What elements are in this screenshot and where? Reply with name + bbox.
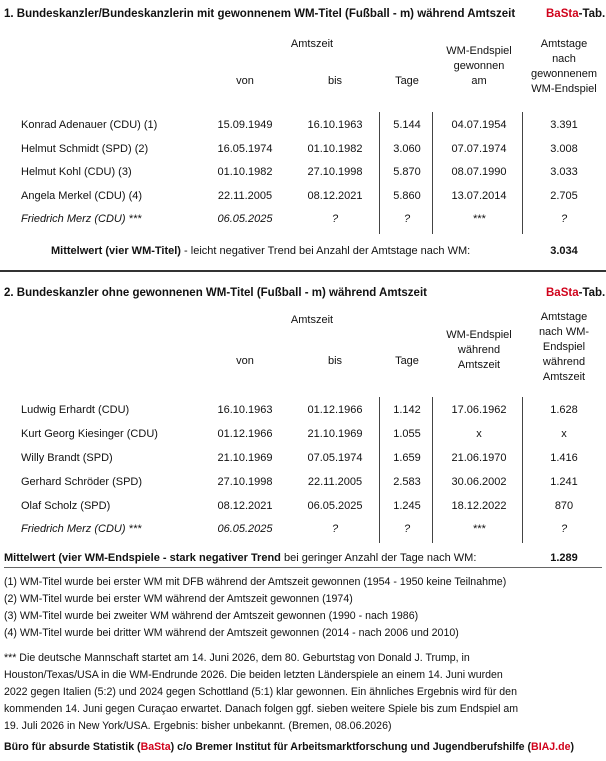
footnote-1: (1) WM-Titel wurde bei erster WM mit DFB während der Amtszeit gewonnen (1954 - 1950 keine Teilnahme)	[4, 576, 507, 588]
section2-tag	[546, 287, 605, 299]
row-name: Angela Merkel (CDU) (4)	[21, 190, 143, 202]
row-von: 16.10.1963	[217, 404, 273, 416]
row-name: Olaf Scholz (SPD)	[21, 500, 111, 512]
row-bis: 01.12.1966	[307, 404, 363, 416]
row-bis: ?	[331, 213, 339, 225]
s1-header-amtszeit: Amtszeit	[290, 38, 334, 50]
footer-biaj-link: BIAJ.de	[531, 741, 571, 753]
section1-tag	[546, 8, 605, 20]
row-von: 27.10.1998	[217, 476, 273, 488]
row-wm: ***	[472, 213, 486, 225]
row-tage: 2.583	[393, 476, 421, 488]
s2-summary-value: 1.289	[550, 552, 578, 564]
row-von: 16.05.1974	[217, 143, 273, 155]
section2-title: 2. Bundeskanzler ohne gewonnenen WM-Titel (Fußball - m) während Amtszeit	[4, 287, 427, 299]
footnote-4: (4) WM-Titel wurde bei dritter WM während der Amtszeit gewonnen (2014 - nach 2006 und 2010)	[4, 627, 459, 639]
row-wm: 07.07.1974	[451, 143, 507, 155]
row-wm: 21.06.1970	[451, 452, 507, 464]
row-name: Gerhard Schröder (SPD)	[21, 476, 143, 488]
row-nach: 2.705	[550, 190, 578, 202]
row-nach: 1.416	[550, 452, 578, 464]
row-wm: 18.12.2022	[451, 500, 507, 512]
s2-summary-text: Mittelwert (vier WM-Endspiele - stark negativer Trend bei geringer Anzahl der Tage nach WM:	[4, 552, 477, 564]
footer-credit: Büro für absurde Statistik (BaSta) c/o Bremer Institut für Arbeitsmarktforschung und Jugendberufshilfe (BIAJ.de)	[4, 741, 575, 753]
row-tage: ?	[403, 523, 411, 535]
row-von: 08.12.2021	[217, 500, 273, 512]
s1-header-wm: WM-Endspiel gewonnen am	[446, 45, 512, 87]
s1-header-bis: bis	[327, 75, 343, 87]
row-name: Kurt Georg Kiesinger (CDU)	[21, 428, 158, 440]
row-bis: 16.10.1963	[307, 119, 363, 131]
row-nach: ?	[560, 523, 568, 535]
row-name: Friedrich Merz (CDU) ***	[21, 213, 142, 225]
note-paragraph: *** Die deutsche Mannschaft startet am 14. Juni 2026, dem 80. Geburtstag von Donald J. Trump, in Houston/Texas/USA in die WM-Endrunde 2026. Die beiden letzten Länderspiele an einem 14. Juni wurden 2022 gegen Italien (5:2) und 2024 gegen Schottland (5:1) klar gewonnen. Ein ähnliches Ergebnis wird für den kommenden 14. Juni gegen Curaçao erwartet. Danach folgen ggf. sieben weitere Spiele bis zum Endspiel am 19. Juli 2026 in New York/USA. Ergebnis: bisher unbekannt. (Bremen, 08.06.2026)	[4, 652, 519, 732]
row-von: 06.05.2025	[217, 213, 273, 225]
row-bis: 21.10.1969	[307, 428, 363, 440]
row-bis: 22.11.2005	[307, 476, 363, 488]
row-name: Ludwig Erhardt (CDU)	[21, 404, 130, 416]
row-tage: 1.055	[393, 428, 421, 440]
row-name: Helmut Kohl (CDU) (3)	[21, 166, 132, 178]
row-name: Friedrich Merz (CDU) ***	[21, 523, 142, 535]
row-nach: 1.241	[550, 476, 578, 488]
row-nach: 3.008	[550, 143, 578, 155]
section1-tag-suffix: -Tab.	[578, 8, 606, 20]
row-tage: 1.142	[393, 404, 421, 416]
s1-summary-text: Mittelwert (vier WM-Titel) - leicht negativer Trend bei Anzahl der Amtstage nach WM:	[51, 245, 471, 257]
row-wm: 30.06.2002	[451, 476, 507, 488]
s2-divider-3	[522, 397, 523, 543]
row-nach: ?	[560, 213, 568, 225]
row-von: 22.11.2005	[217, 190, 273, 202]
row-von: 01.12.1966	[217, 428, 273, 440]
row-von: 06.05.2025	[217, 523, 273, 535]
footer-basta: BaSta	[140, 741, 171, 753]
row-wm: 17.06.1962	[451, 404, 507, 416]
row-wm: ***	[472, 523, 486, 535]
footnote-3: (3) WM-Titel wurde bei zweiter WM während der Amtszeit gewonnen (1990 - nach 1986)	[4, 610, 419, 622]
row-nach: 870	[554, 500, 574, 512]
row-bis: 27.10.1998	[307, 166, 363, 178]
row-bis: 07.05.1974	[307, 452, 363, 464]
s1-divider-1	[379, 112, 380, 234]
row-name: Helmut Schmidt (SPD) (2)	[21, 143, 149, 155]
s1-summary-value: 3.034	[550, 245, 578, 257]
row-tage: 1.245	[393, 500, 421, 512]
row-tage: 3.060	[393, 143, 421, 155]
row-wm: x	[476, 428, 482, 440]
row-tage: 1.659	[393, 452, 421, 464]
row-bis: ?	[331, 523, 339, 535]
row-nach: 1.628	[550, 404, 578, 416]
s2-header-von: von	[236, 355, 254, 367]
row-tage: 5.144	[393, 119, 421, 131]
footnotes	[4, 574, 506, 642]
row-wm: 13.07.2014	[451, 190, 507, 202]
row-tage: ?	[403, 213, 411, 225]
row-von: 01.10.1982	[217, 166, 273, 178]
s1-header-amtstage-nach: Amtstage nach gewonnenem WM-Endspiel	[530, 38, 598, 95]
row-wm: 04.07.1954	[451, 119, 507, 131]
row-nach: x	[561, 428, 567, 440]
footnote-divider	[4, 567, 602, 568]
footnote-2: (2) WM-Titel wurde bei erster WM während der Amtszeit gewonnen (1974)	[4, 593, 353, 605]
s2-divider-2	[432, 397, 433, 543]
s1-header-tage: Tage	[395, 75, 419, 87]
s2-divider-1	[379, 397, 380, 543]
row-tage: 5.870	[393, 166, 421, 178]
row-nach: 3.391	[550, 119, 578, 131]
row-wm: 08.07.1990	[451, 166, 507, 178]
row-nach: 3.033	[550, 166, 578, 178]
row-bis: 08.12.2021	[307, 190, 363, 202]
row-name: Konrad Adenauer (CDU) (1)	[21, 119, 158, 131]
row-von: 15.09.1949	[217, 119, 273, 131]
section1-tag-basta: BaSta	[546, 8, 579, 20]
s2-header-tage: Tage	[395, 355, 419, 367]
section1-title: 1. Bundeskanzler/Bundeskanzlerin mit gewonnenem WM-Titel (Fußball - m) während Amtszeit	[4, 8, 516, 20]
row-bis: 01.10.1982	[307, 143, 363, 155]
row-tage: 5.860	[393, 190, 421, 202]
s2-header-wm: WM-Endspiel während Amtszeit	[446, 329, 512, 371]
row-name: Willy Brandt (SPD)	[21, 452, 113, 464]
s2-header-bis: bis	[327, 355, 343, 367]
section2-tag-basta: BaSta	[546, 287, 579, 299]
row-von: 21.10.1969	[217, 452, 273, 464]
section-separator	[0, 270, 606, 272]
section2-tag-suffix: -Tab.	[578, 287, 606, 299]
s2-header-amtstage-nach: Amtstage nach WM- Endspiel während Amtszeit	[538, 311, 590, 383]
s2-header-amtszeit: Amtszeit	[290, 314, 334, 326]
s1-header-von: von	[236, 75, 254, 87]
row-bis: 06.05.2025	[307, 500, 363, 512]
